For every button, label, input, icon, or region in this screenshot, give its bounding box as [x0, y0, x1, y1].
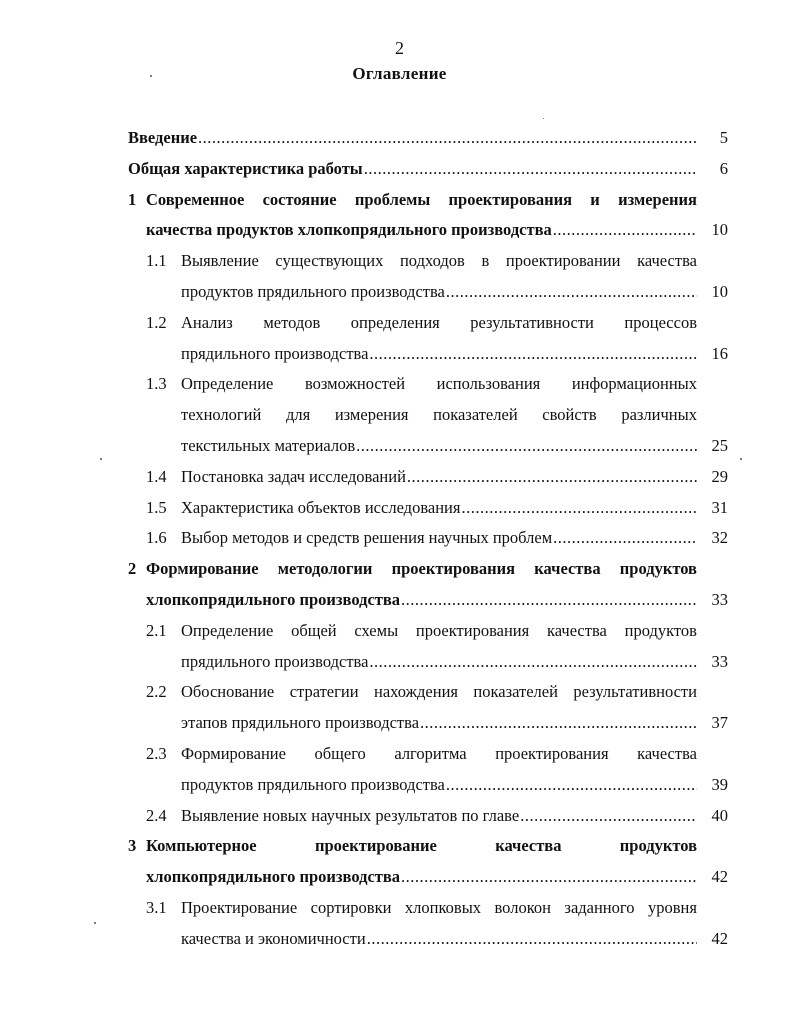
toc-entry-line[interactable] [181, 713, 697, 733]
dot-leader [553, 528, 697, 548]
toc-entry-line[interactable] [146, 190, 697, 210]
toc-entry-line[interactable] [181, 405, 697, 425]
toc-page-number: 32 [711, 528, 728, 548]
toc-entry-line[interactable] [181, 313, 697, 333]
toc-entry-text: Проектирование сортировки хлопковых волокон заданного уровня [181, 898, 697, 917]
toc-entry-text: Выявление существующих подходов в проектировании качества [181, 251, 697, 271]
toc-entry-text: Введение [128, 128, 198, 147]
dot-leader [369, 652, 697, 672]
toc-entry-text: Формирование общего алгоритма проектирования качества [181, 744, 697, 763]
toc-page-number: 6 [719, 158, 728, 178]
toc-entry-number: 1.2 [146, 312, 167, 332]
toc-page-number: 42 [711, 928, 728, 948]
toc-page-number: 37 [711, 713, 728, 733]
toc-entry-text: текстильных материалов [181, 436, 356, 455]
toc-entry-number: 1.6 [146, 528, 167, 548]
toc-entry-number: 1.4 [146, 466, 167, 486]
scan-speck [543, 118, 544, 119]
toc-entry-line[interactable] [146, 836, 697, 856]
toc-entry-number: 1.1 [146, 251, 167, 271]
toc-entry-line[interactable] [181, 682, 697, 702]
toc-entry-text: хлопкопрядильного производства [146, 590, 401, 609]
toc-entry-line[interactable] [181, 528, 697, 548]
dot-leader [553, 220, 697, 240]
toc-entry-text: прядильного производства [181, 343, 369, 363]
toc-entry-number: 2.3 [146, 744, 167, 763]
toc-entry-number: 3.1 [146, 898, 167, 917]
dot-leader [401, 867, 697, 887]
toc-entry-text: Определение общей схемы проектирования качества продуктов [181, 620, 697, 640]
toc-entry-number: 2.2 [146, 682, 167, 702]
toc-entry-text: Определение возможностей использования информационных [181, 374, 697, 394]
toc-entry-text: продуктов прядильного производства [181, 774, 445, 794]
toc-entry-text: Анализ методов определения результативности процессов [181, 312, 697, 332]
scan-speck [100, 458, 102, 460]
toc-entry-line[interactable] [181, 652, 697, 672]
scan-speck [94, 922, 96, 924]
toc-entry-text: технологий для измерения показателей свойств различных [181, 405, 697, 425]
toc-entry-line[interactable] [181, 436, 697, 456]
scan-speck [150, 75, 152, 77]
toc-page-number: 16 [711, 343, 728, 363]
toc-entry-text: этапов прядильного производства [181, 713, 420, 733]
toc-page-number: 40 [711, 805, 728, 825]
toc-entry-text: Выбор методов и средств решения научных проблем [181, 528, 553, 548]
toc-entry-text: продуктов прядильного производства [181, 282, 445, 301]
toc-entry-number: 2.4 [146, 805, 167, 825]
toc-entry-line[interactable] [181, 775, 697, 795]
toc-entry-line[interactable] [181, 621, 697, 641]
dot-leader [446, 775, 697, 795]
dot-leader [364, 159, 697, 179]
toc-entry-line[interactable] [181, 282, 697, 302]
toc-entry-line[interactable] [146, 559, 697, 579]
dot-leader [401, 590, 697, 610]
dot-leader [420, 713, 697, 733]
toc-entry-line[interactable] [181, 374, 697, 394]
toc-entry-line[interactable] [181, 251, 697, 271]
dot-leader [520, 806, 697, 826]
dot-leader [356, 436, 697, 456]
toc-entry-line[interactable] [181, 898, 697, 918]
dot-leader [367, 929, 697, 949]
toc-entry-text: Общая характеристика работы [128, 158, 363, 178]
toc-page-number: 5 [719, 128, 728, 147]
dot-leader [461, 498, 697, 518]
toc-entry-text: качества продуктов хлопкопрядильного производства [146, 220, 552, 240]
toc-entry-text: Компьютерное проектирование качества продуктов [146, 836, 697, 856]
dot-leader [407, 467, 697, 487]
toc-page-number: 33 [711, 590, 728, 609]
toc-entry-line[interactable] [181, 744, 697, 764]
toc-entry-line[interactable] [181, 806, 697, 826]
toc-entry-line[interactable] [181, 929, 697, 949]
toc-page-number: 33 [711, 651, 728, 671]
toc-page-number: 39 [711, 774, 728, 794]
toc-entry-text: качества и экономичности [181, 928, 366, 948]
toc-entry-line[interactable] [146, 590, 697, 610]
toc-page-number: 10 [711, 220, 728, 240]
toc-entry-text: Формирование методологии проектирования качества продуктов [146, 559, 697, 579]
toc-entry-number: 2 [128, 559, 137, 579]
toc-page-number: 42 [711, 867, 728, 887]
toc-page-number: 29 [711, 466, 728, 486]
dot-leader [446, 282, 697, 302]
toc-entry-line[interactable] [181, 467, 697, 487]
toc-entry-number: 1.3 [146, 374, 167, 394]
page-title: Оглавление [352, 64, 447, 83]
toc-entry-text: Характеристика объектов исследования [181, 497, 461, 517]
toc-entry-text: прядильного производства [181, 651, 369, 671]
toc-page-number: 25 [711, 436, 728, 455]
toc-entry-text: хлопкопрядильного производства [146, 867, 401, 887]
toc-entry-text: Постановка задач исследований [181, 466, 406, 486]
dot-leader [198, 128, 697, 148]
toc-entry-number: 1.5 [146, 497, 167, 517]
toc-entry-number: 3 [128, 836, 137, 856]
page-number: 2 [395, 38, 404, 58]
toc-entry-number: 1 [128, 189, 137, 209]
toc-entry-number: 2.1 [146, 620, 167, 640]
toc-entry-line[interactable] [146, 867, 697, 887]
toc-page-number: 31 [711, 497, 728, 517]
toc-entry-text: Обоснование стратегии нахождения показателей результативности [181, 682, 697, 702]
toc-page-number: 10 [711, 282, 728, 301]
toc-entry-text: Современное состояние проблемы проектирования и измерения [146, 189, 697, 209]
toc-entry-line[interactable] [146, 220, 697, 240]
toc-entry-text: Выявление новых научных результатов по главе [181, 805, 520, 825]
toc-entry-line[interactable] [128, 159, 697, 179]
toc-entry-line[interactable] [181, 344, 697, 364]
dot-leader [369, 344, 697, 364]
scan-speck [740, 458, 742, 460]
toc-entry-line[interactable] [181, 498, 697, 518]
toc-entry-line[interactable] [128, 128, 697, 148]
